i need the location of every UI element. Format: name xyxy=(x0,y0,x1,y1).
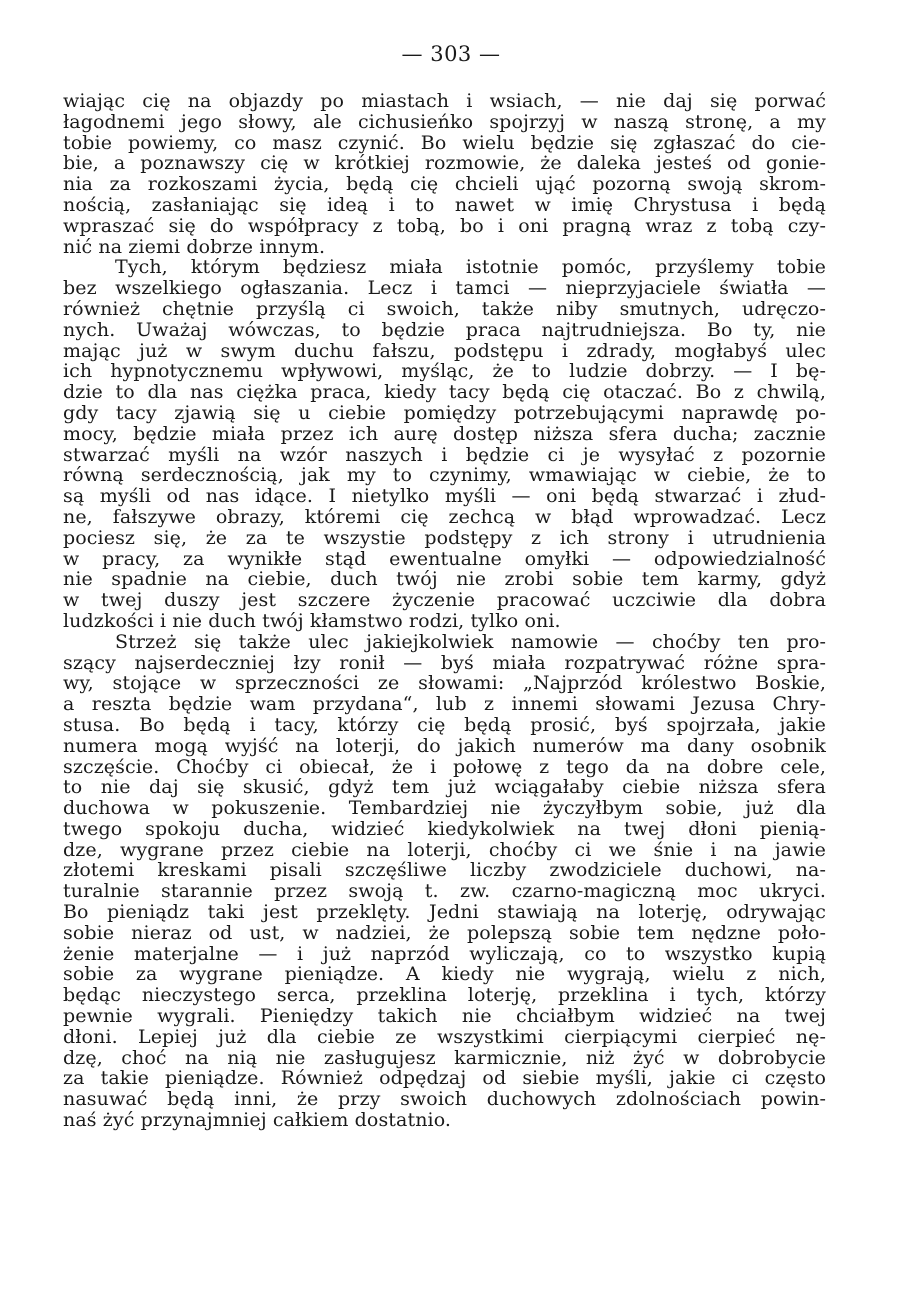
text-line: dze, wygrane przez ciebie na loterji, choćby ci we śnie i na jawie xyxy=(63,838,826,861)
text-line: naś żyć przynajmniej całkiem dostatnio. xyxy=(63,1109,452,1132)
text-line: nością, zasłaniając się ideą i to nawet w imię Chrystusa i będą xyxy=(63,193,826,216)
text-line: twego spokoju ducha, widzieć kiedykolwiek na twej dłoni pienią- xyxy=(63,817,826,840)
text-line: pociesz się, że za te wszystie podstępy z ich strony i utrudnienia xyxy=(63,526,826,549)
text-line: mocy, będzie miała przez ich aurę dostęp niższa sfera ducha; zacznie xyxy=(63,422,826,445)
text-line: Strzeż się także ulec jakiejkolwiek namowie — choćby ten pro- xyxy=(115,630,826,653)
text-line: sobie nieraz od ust, w nadziei, że polepszą sobie tem nędzne poło- xyxy=(63,921,826,944)
text-line: to nie daj się skusić, gdyż tem już wciągałaby ciebie niższa sfera xyxy=(63,776,826,799)
text-line: wy, stojące w sprzeczności ze słowami: „Najprzód królestwo Boskie, xyxy=(63,672,826,695)
text-line: mając już w swym duchu fałszu, podstępu i zdrady, mogłabyś ulec xyxy=(63,339,826,362)
text-line: turalnie starannie przez swoją t. zw. czarno-magiczną moc ukryci. xyxy=(63,880,826,903)
text-line: duchowa w pokuszenie. Tembardziej nie życzyłbym sobie, już dla xyxy=(63,797,826,820)
text-line: a reszta będzie wam przydana“, lub z innemi słowami Jezusa Chry- xyxy=(63,693,826,716)
text-line: wpraszać się do współpracy z tobą, bo i oni pragną wraz z tobą czy- xyxy=(63,214,826,237)
text-line: za takie pieniądze. Również odpędzaj od siebie myśli, jakie ci często xyxy=(63,1067,826,1090)
text-line: nić na ziemi dobrze innym. xyxy=(63,235,326,258)
text-line: dłoni. Lepiej już dla ciebie ze wszystkimi cierpiącymi cierpieć nę- xyxy=(63,1025,826,1048)
text-line: nie spadnie na ciebie, duch twój nie zrobi sobie tem karmy, gdyż xyxy=(63,568,826,591)
text-line: równą serdecznością, jak my to czynimy, wmawiając w ciebie, że to xyxy=(63,464,826,487)
text-line: ich hypnotycznemu wpływowi, myśląc, że to ludzie dobrzy. — I bę- xyxy=(63,360,826,383)
text-line: nych. Uważaj wówczas, to będzie praca najtrudniejsza. Bo ty, nie xyxy=(63,318,826,341)
text-line: łagodnemi jego słowy, ale cichusieńko spojrzyj w naszą stronę, a my xyxy=(63,110,826,133)
text-line: złotemi kreskami pisali szczęśliwe liczby zwodziciele duchowi, na- xyxy=(63,859,826,882)
text-line: gdy tacy zjawią się u ciebie pomiędzy potrzebującymi naprawdę po- xyxy=(63,401,826,424)
text-line: pewnie wygrali. Pieniędzy takich nie chciałbym widzieć na twej xyxy=(63,1005,826,1028)
text-line: w twej duszy jest szczere życzenie pracować uczciwie dla dobra xyxy=(63,589,826,612)
text-line: są myśli od nas idące. I nietylko myśli — oni będą stwarzać i złud- xyxy=(63,485,826,508)
text-line: dzie to dla nas ciężka praca, kiedy tacy będą cię otaczać. Bo z chwilą, xyxy=(63,381,826,404)
text-line: ludzkości i nie duch twój kłamstwo rodzi, tylko oni. xyxy=(63,609,561,632)
text-line: szczęście. Choćby ci obiecał, że i połowę z tego da na dobre cele, xyxy=(63,755,826,778)
text-line: żenie materjalne — i już naprzód wyliczają, co to wszystko kupią xyxy=(63,942,826,965)
body-text xyxy=(63,91,826,1131)
text-line: Bo pieniądz taki jest przeklęty. Jedni stawiają na loterję, odrywając xyxy=(63,901,826,924)
text-line: szący najserdeczniej łzy ronił — byś miała rozpatrywać różne spra- xyxy=(63,651,826,674)
page-number-header: — 303 — xyxy=(401,42,501,66)
text-line: stwarzać myśli na wzór naszych i będzie ci je wysyłać z pozornie xyxy=(63,443,826,466)
text-line: bie, a poznawszy cię w krótkiej rozmowie, że daleka jesteś od gonie- xyxy=(63,152,826,175)
text-line: ne, fałszywe obrazy, któremi cię zechcą w błąd wprowadzać. Lecz xyxy=(63,505,826,528)
text-line: Tych, którym będziesz miała istotnie pomóc, przyślemy tobie xyxy=(115,256,826,279)
text-line: nasuwać będą inni, że przy swoich duchowych zdolnościach powin- xyxy=(63,1088,826,1111)
text-line: dzę, choć na nią nie zasługujesz karmicznie, niż żyć w dobrobycie xyxy=(63,1046,826,1069)
text-line: będąc nieczystego serca, przeklina loterję, przeklina i tych, którzy xyxy=(63,984,826,1007)
text-line: stusa. Bo będą i tacy, którzy cię będą prosić, byś spojrzała, jakie xyxy=(63,713,826,736)
text-line: nia za rozkoszami życia, będą cię chcieli ująć pozorną swoją skrom- xyxy=(63,173,826,196)
text-line: bez wszelkiego ogłaszania. Lecz i tamci — nieprzyjaciele światła — xyxy=(63,277,826,300)
text-line: numera mogą wyjść na loterji, do jakich numerów ma dany osobnik xyxy=(63,734,826,757)
text-line: wiając cię na objazdy po miastach i wsiach, — nie daj się porwać xyxy=(63,90,826,112)
text-line: również chętnie przyślą ci swoich, także niby smutnych, udręczo- xyxy=(63,297,826,320)
text-line: sobie za wygrane pieniądze. A kiedy nie wygrają, wielu z nich, xyxy=(63,963,826,986)
text-line: w pracy, za wynikłe stąd ewentualne omyłki — odpowiedzialność xyxy=(63,547,826,570)
text-line: tobie powiemy, co masz czynić. Bo wielu będzie się zgłaszać do cie- xyxy=(63,131,826,154)
